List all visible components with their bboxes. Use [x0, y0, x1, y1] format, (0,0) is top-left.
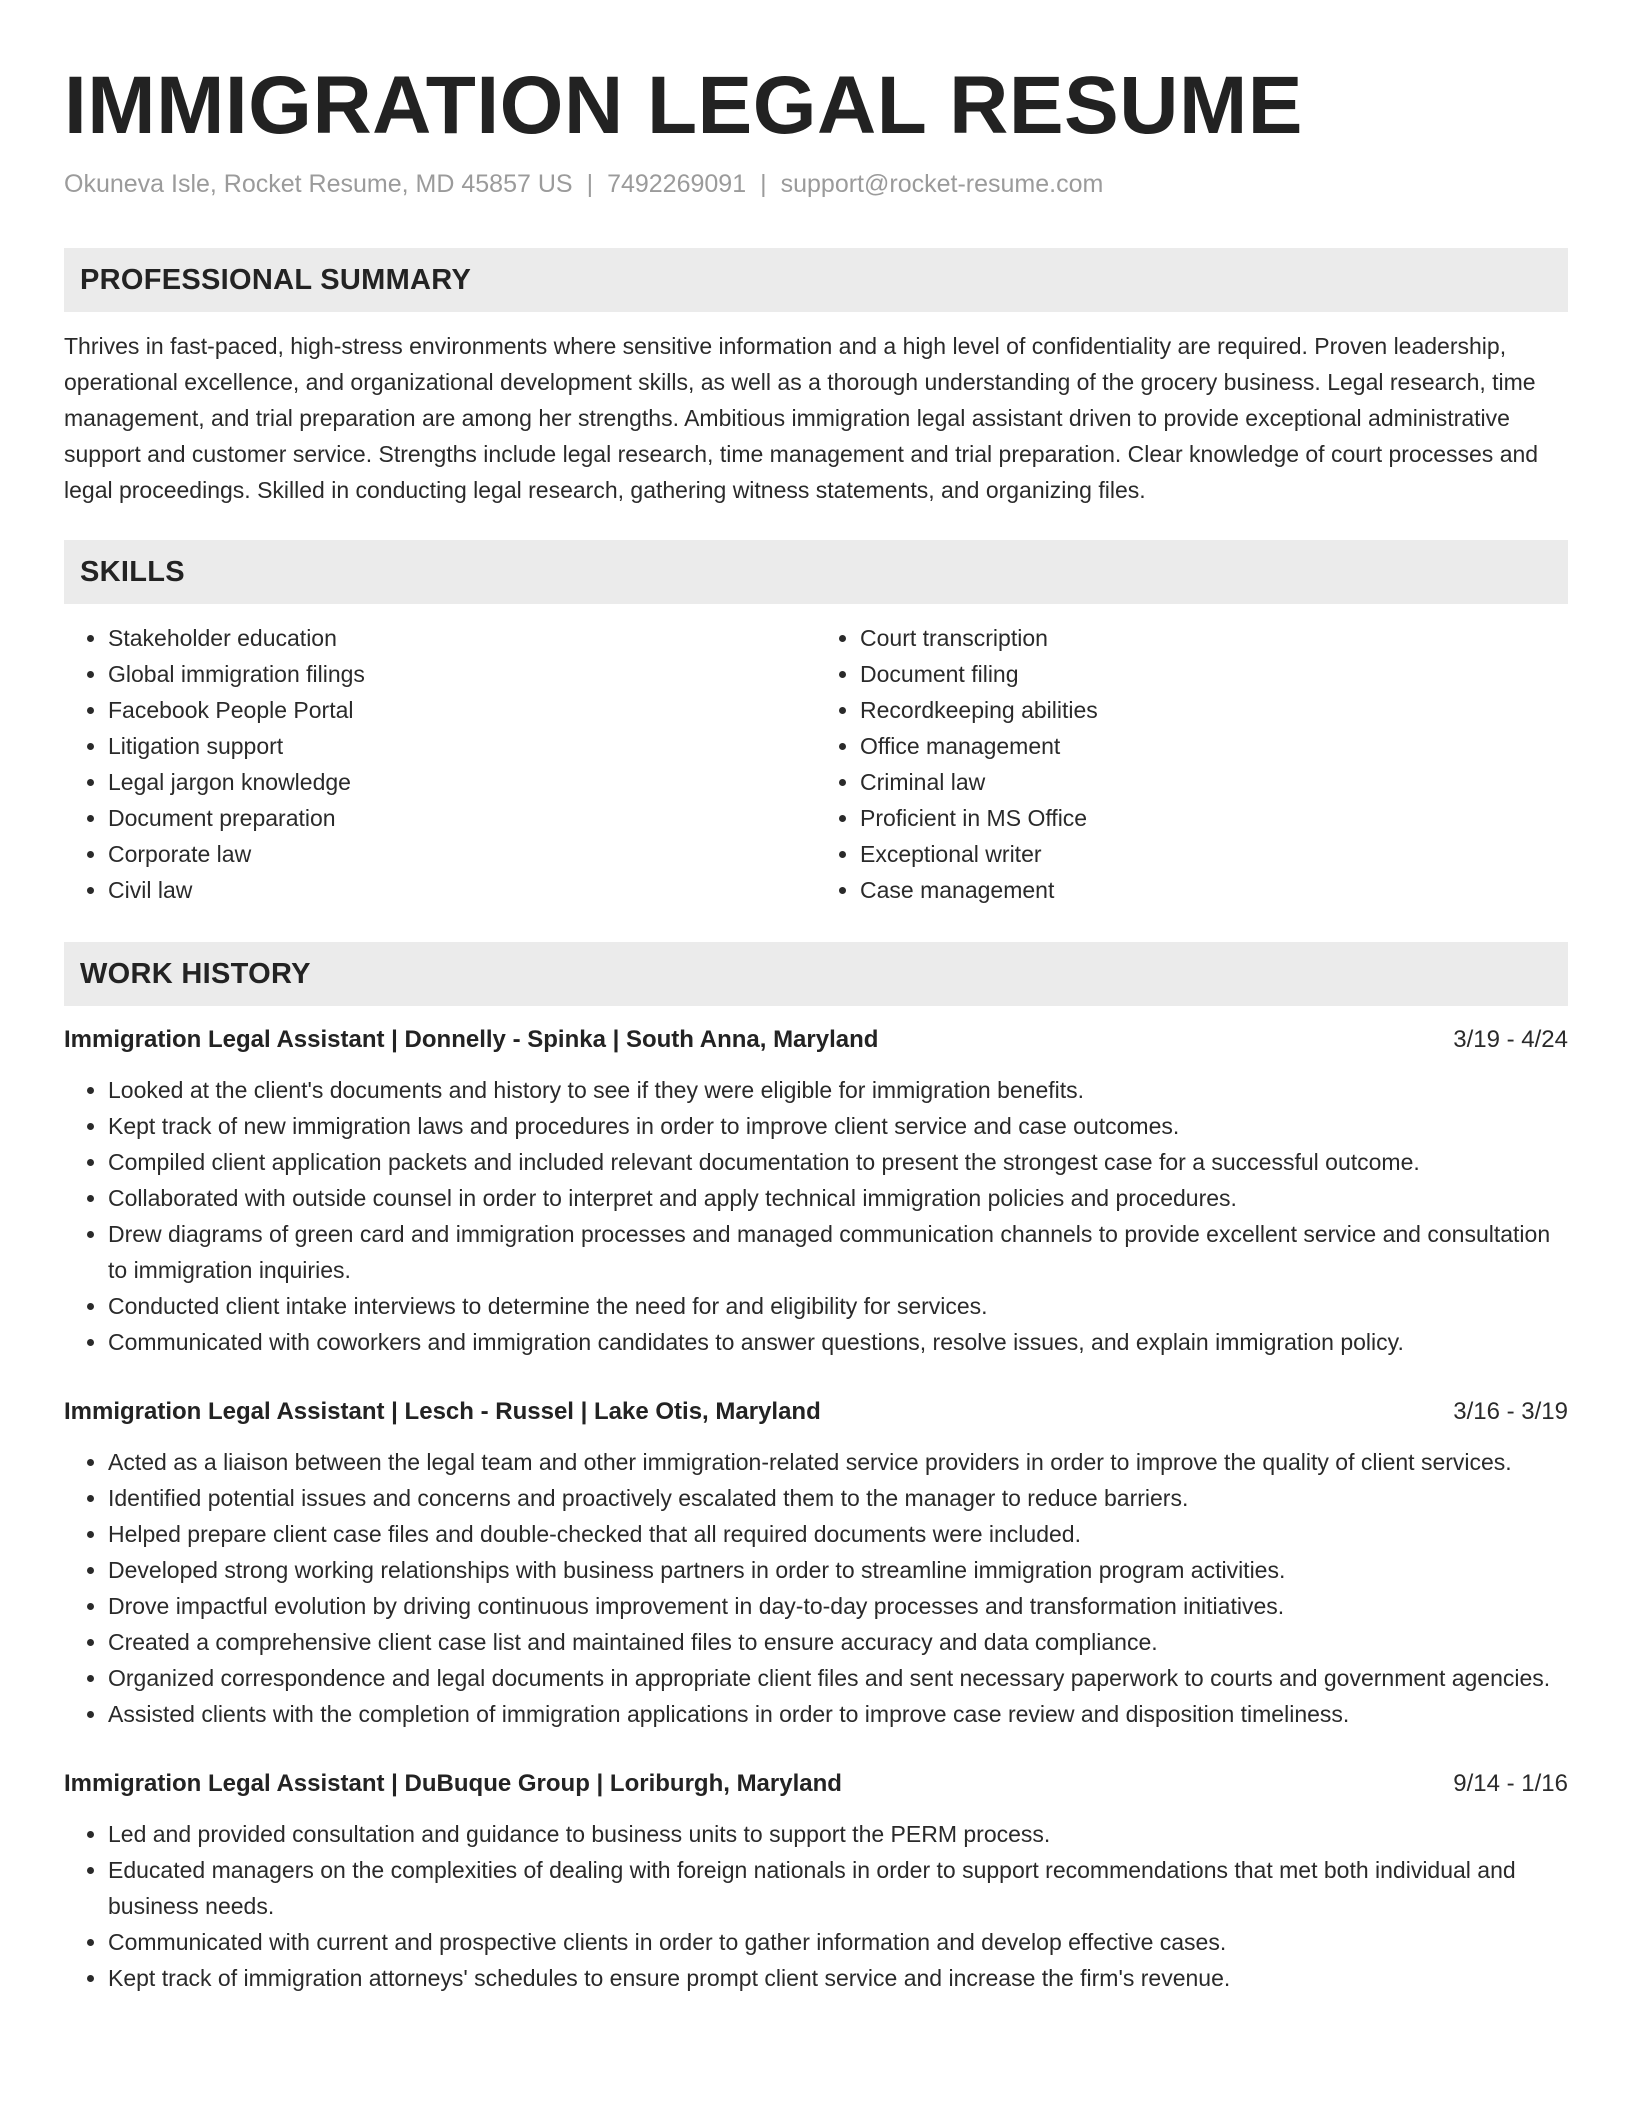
section-heading-skills: SKILLS — [64, 540, 1568, 604]
contact-email: support@rocket-resume.com — [780, 170, 1104, 198]
job-bullet: • Collaborated with outside counsel in order to interpret and apply technical immigration policies and procedures. — [108, 1180, 1568, 1216]
job-bullet: • Kept track of immigration attorneys' schedules to ensure prompt client service and increase the firm's revenue. — [108, 1960, 1568, 1996]
section-heading-summary: PROFESSIONAL SUMMARY — [64, 248, 1568, 312]
job-dates: 9/14 - 1/16 — [1453, 1770, 1568, 1797]
resume-page — [64, 0, 1568, 1996]
contact-separator: | — [586, 170, 594, 198]
skill-item: • Document preparation — [108, 800, 816, 836]
skill-item: • Corporate law — [108, 836, 816, 872]
summary-text: Thrives in fast-paced, high-stress environments where sensitive information and a high level of confidentiality are required. Proven leadership, operational excellence, and organizational development skills, as well as a thorough understanding of the grocery business. Legal research, time management, and trial preparation are among her strengths. Ambitious immigration legal assistant driven to provide exceptional administrative support and customer service. Strengths include legal research, time management and trial preparation. Clear knowledge of court processes and legal proceedings. Skilled in conducting legal research, gathering witness statements, and organizing files. — [64, 333, 1539, 503]
job-bullet: • Kept track of new immigration laws and procedures in order to improve client service and case outcomes. — [108, 1108, 1568, 1144]
skill-item: • Stakeholder education — [108, 620, 816, 656]
skills-list — [64, 620, 1568, 908]
job-bullet: • Drove impactful evolution by driving continuous improvement in day-to-day processes and transformation initiatives. — [108, 1588, 1568, 1624]
job-bullets — [64, 1072, 1568, 1360]
job-title: Immigration Legal Assistant | Lesch - Russel | Lake Otis, Maryland — [64, 1398, 821, 1425]
job-entry — [64, 1024, 1568, 1360]
job-bullet: • Drew diagrams of green card and immigration processes and managed communication channels to provide excellent service and consultation to immigration inquiries. — [108, 1216, 1568, 1288]
contact-line — [64, 168, 1568, 200]
job-header — [64, 1396, 1568, 1428]
job-bullet: • Conducted client intake interviews to determine the need for and eligibility for services. — [108, 1288, 1568, 1324]
job-dates: 3/19 - 4/24 — [1453, 1026, 1568, 1053]
job-entry — [64, 1768, 1568, 1996]
job-bullets — [64, 1816, 1568, 1996]
skill-item: • Court transcription — [860, 620, 1568, 656]
skills-column-right — [816, 620, 1568, 908]
contact-phone: 7492269091 — [607, 170, 747, 198]
job-header — [64, 1024, 1568, 1056]
skill-item: • Facebook People Portal — [108, 692, 816, 728]
job-bullet: • Communicated with coworkers and immigration candidates to answer questions, resolve issues, and explain immigration policy. — [108, 1324, 1568, 1360]
skill-item: • Global immigration filings — [108, 656, 816, 692]
contact-separator: | — [760, 170, 767, 198]
job-bullet: • Developed strong working relationships with business partners in order to streamline immigration program activities. — [108, 1552, 1568, 1588]
skill-item: • Civil law — [108, 872, 816, 908]
job-bullet: • Identified potential issues and concerns and proactively escalated them to the manager to reduce barriers. — [108, 1480, 1568, 1516]
contact-address: Okuneva Isle, Rocket Resume, MD 45857 US — [64, 170, 573, 198]
skill-item: • Proficient in MS Office — [860, 800, 1568, 836]
job-header — [64, 1768, 1568, 1800]
skill-item: • Legal jargon knowledge — [108, 764, 816, 800]
job-bullets — [64, 1444, 1568, 1732]
job-dates: 3/16 - 3/19 — [1453, 1398, 1568, 1425]
job-bullet: • Communicated with current and prospective clients in order to gather information and develop effective cases. — [108, 1924, 1568, 1960]
job-entry — [64, 1396, 1568, 1732]
job-bullet: • Looked at the client's documents and history to see if they were eligible for immigration benefits. — [108, 1072, 1568, 1108]
job-bullet: • Organized correspondence and legal documents in appropriate client files and sent necessary paperwork to courts and government agencies. — [108, 1660, 1568, 1696]
job-bullet: • Assisted clients with the completion of immigration applications in order to improve case review and disposition timeliness. — [108, 1696, 1568, 1732]
job-bullet: • Compiled client application packets and included relevant documentation to present the strongest case for a successful outcome. — [108, 1144, 1568, 1180]
skill-item: • Office management — [860, 728, 1568, 764]
skill-item: • Criminal law — [860, 764, 1568, 800]
skills-column-left — [64, 620, 816, 908]
skill-item: • Recordkeeping abilities — [860, 692, 1568, 728]
skill-item: • Case management — [860, 872, 1568, 908]
skill-item: • Litigation support — [108, 728, 816, 764]
job-title: Immigration Legal Assistant | Donnelly - Spinka | South Anna, Maryland — [64, 1026, 879, 1053]
job-bullet: • Acted as a liaison between the legal team and other immigration-related service providers in order to improve the quality of client services. — [108, 1444, 1568, 1480]
job-bullet: • Created a comprehensive client case list and maintained files to ensure accuracy and data compliance. — [108, 1624, 1568, 1660]
job-bullet: • Educated managers on the complexities of dealing with foreign nationals in order to support recommendations that met both individual and business needs. — [108, 1852, 1568, 1924]
section-heading-work-history: WORK HISTORY — [64, 942, 1568, 1006]
page-title: IMMIGRATION LEGAL RESUME — [64, 60, 1303, 151]
job-bullet: • Led and provided consultation and guidance to business units to support the PERM process. — [108, 1816, 1568, 1852]
job-bullet: • Helped prepare client case files and double-checked that all required documents were included. — [108, 1516, 1568, 1552]
skill-item: • Document filing — [860, 656, 1568, 692]
skill-item: • Exceptional writer — [860, 836, 1568, 872]
job-title: Immigration Legal Assistant | DuBuque Group | Loriburgh, Maryland — [64, 1770, 842, 1797]
